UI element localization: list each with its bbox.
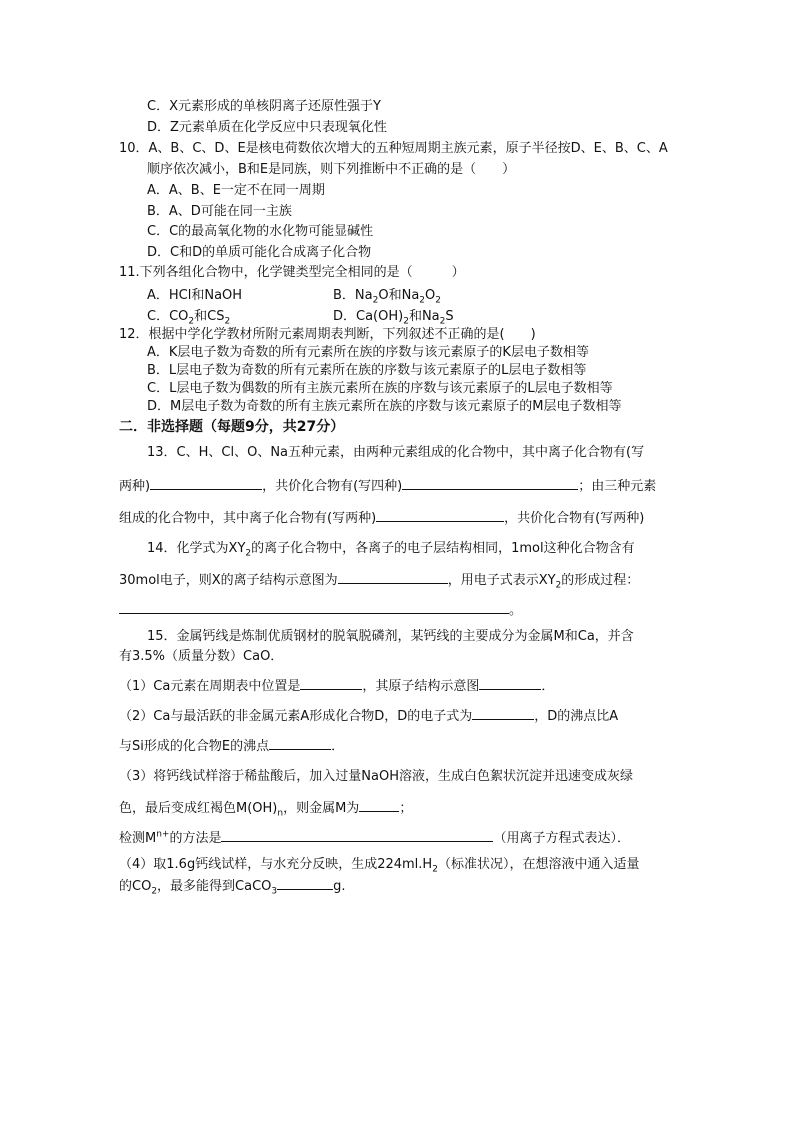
answer-blank[interactable]: [338, 570, 448, 584]
answer-blank[interactable]: [150, 476, 262, 490]
q15-line1: 15．金属钙线是炼制优质钢材的脱氧脱磷剂，某钙线的主要成分为金属M和Ca，并含: [147, 629, 634, 644]
q14-line2: 30mol电子，则X的离子结构示意图为 ，用电子式表示$XY_2$的形成过程：: [119, 570, 639, 590]
q12-option-a: A．K层电子数为奇数的所有元素所在族的序数与该元素原子的K层电子数相等: [147, 345, 589, 360]
q12-option-d: D．M层电子数为奇数的所有主族元素所在族的序数与该元素原子的M层电子数相等: [147, 399, 622, 414]
q13-line2: 两种) ，共价化合物有(写四种) ；由三种元素: [119, 476, 656, 496]
q15-part1: （1）Ca元素在周期表中位置是 ，其原子结构示意图 ．: [119, 676, 554, 696]
q15-part2-line2: 与Si形成的化合物E的沸点 ．: [119, 736, 344, 756]
answer-blank[interactable]: [119, 600, 509, 614]
q14-line3: 。: [119, 600, 522, 620]
q11-option-b: B．$Na_2O$和$Na_2O_2$: [333, 288, 441, 306]
section-heading: 二．非选择题（每题9分，共27分）: [119, 419, 345, 435]
q15-line2: 有3.5%（质量分数）CaO．: [119, 649, 284, 664]
answer-blank[interactable]: [402, 476, 578, 490]
answer-blank[interactable]: [269, 736, 331, 750]
q10-stem-line2: 顺序依次减小，B和E是同族，则下列推断中不正确的是（ ）: [147, 162, 516, 177]
answer-blank[interactable]: [376, 508, 504, 522]
q10-stem-line1: 10．A、B、C、D、E是核电荷数依次增大的五种短周期主族元素，原子半径按D、E、B、C、A: [119, 141, 668, 156]
q15-part3-line1: （3）将钙线试样溶于稀盐酸后，加入过量NaOH溶液，生成白色絮状沉淀并迅速变成灰绿: [119, 769, 633, 784]
answer-blank[interactable]: [221, 828, 493, 842]
q15-part4-line1: （4）取1.6g钙线试样，与水充分反映，生成$224ml.H_2$（标准状况），在想溶液中通入适量: [119, 857, 640, 875]
q10-option-b: B．A、D可能在同一主族: [147, 204, 292, 219]
answer-blank[interactable]: [479, 676, 541, 690]
answer-blank[interactable]: [300, 676, 362, 690]
q12-stem: 12．根据中学化学教材所附元素周期表判断，下列叙述不正确的是( ): [119, 327, 536, 342]
q15-part4-line2: 的$CO_2$，最多能得到CaCO$_3$ g.: [119, 876, 346, 896]
q10-option-d: D．C和D的单质可能化合成离子化合物: [147, 245, 372, 260]
q14-line1: 14．化学式为$XY_2$的离子化合物中，各离子的电子层结构相同，1mol这种化合物含有: [147, 541, 635, 559]
q15-part3-line3: 检测$M^{n+}$的方法是 （用离子方程式表达）．: [119, 829, 630, 846]
q15-part2-line1: （2）Ca与最活跃的非金属元素A形成化合物D，D的电子式为 ，D的沸点比A: [119, 706, 618, 726]
q11-option-d: D．$Ca(OH)_2$和$Na_2S$: [333, 309, 454, 327]
q10-option-c: C．C的最高氧化物的水化物可能显碱性: [147, 224, 374, 239]
answer-blank[interactable]: [359, 798, 399, 812]
answer-blank[interactable]: [472, 706, 534, 720]
q11-stem: 11.下列各组化合物中，化学键类型完全相同的是（ ）: [119, 265, 465, 280]
q9-option-c: C．X元素形成的单核阴离子还原性强于Y: [147, 99, 381, 114]
q12-option-c: C．L层电子数为偶数的所有主族元素所在族的序数与该元素原子的L层电子数相等: [147, 381, 613, 396]
q10-option-a: A．A、B、E一定不在同一周期: [147, 183, 325, 198]
q15-part3-line2: 色，最后变成红褐色$M(OH)_n$，则金属M为 ；: [119, 798, 412, 818]
q12-option-b: B．L层电子数为奇数的所有元素所在族的序数与该元素原子的L层电子数相等: [147, 363, 587, 378]
answer-blank[interactable]: [277, 876, 333, 890]
q13-line3: 组成的化合物中，其中离子化合物有(写两种) ，共价化合物有(写两种): [119, 508, 644, 528]
q11-option-c: C．$CO_2$和$CS_2$: [147, 309, 231, 327]
q9-option-d: D．Z元素单质在化学反应中只表现氧化性: [147, 120, 387, 135]
q13-line1: 13．C、H、Cl、O、Na五种元素，由两种元素组成的化合物中，其中离子化合物有(写: [147, 445, 645, 460]
q11-option-a: A．HCl和NaOH: [147, 288, 243, 303]
